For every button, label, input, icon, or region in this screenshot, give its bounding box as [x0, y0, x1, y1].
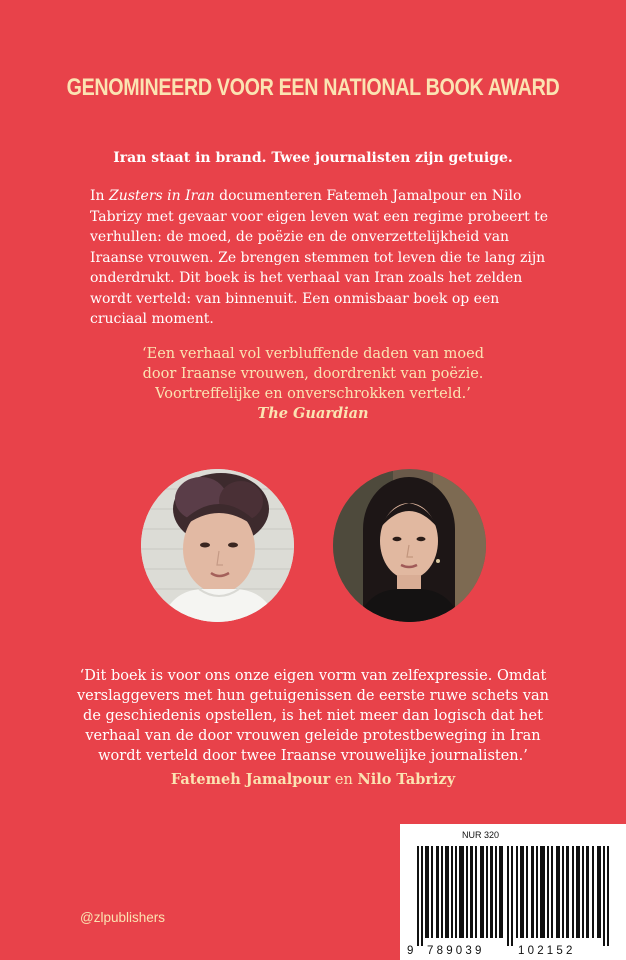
review-source: The Guardian	[257, 405, 369, 422]
blurb-text	[90, 186, 550, 330]
author-name-2: Nilo Tabrizy	[357, 771, 456, 788]
blurb-body: documenteren Fatemeh Jamalpour en Nilo Tabrizy met gevaar voor eigen leven wat een regime probeert te verhullen: de moed, de poëzie en de onverzettelijkheid van Iraanse vrouwen. Ze brengen stemmen tot leven die te lang zijn onderdrukt. Dit boek is het verhaal van Iran zoals het zelden wordt verteld: van binnenuit. Een onmisbaar boek op een cruciaal moment.	[90, 188, 549, 327]
author-quote-line: verslaggevers met hun getuigenissen de eerste ruwe schets van	[76, 688, 550, 704]
award-headline: GENOMINEERD VOOR EEN NATIONAL BOOK AWARD	[66, 74, 560, 101]
review-quote	[0, 344, 626, 424]
nur-code: NUR 320	[462, 830, 500, 840]
isbn-digits-right: 102152	[518, 945, 576, 957]
social-handle: @zlpublishers	[80, 910, 165, 925]
author-photo-fatemeh	[141, 469, 294, 622]
review-quote-line: door Iraanse vrouwen, doordrenkt van poëzie.	[142, 366, 484, 382]
author-quote-line: wordt verteld door twee Iraanse vrouwelijke journalisten.’	[98, 748, 528, 764]
author-photo-nilo	[333, 469, 486, 622]
author-quote-line: verhaal van de door vrouwen geleide protestbeweging in Iran	[85, 728, 541, 744]
author-credits	[0, 771, 626, 788]
barcode-bars	[417, 846, 613, 946]
isbn-digits-left: 789039	[427, 945, 485, 957]
blurb-prefix: In	[90, 188, 109, 204]
book-title: Zusters in Iran	[109, 188, 215, 204]
review-quote-line: Voortreffelijke en onverschrokken verteld.’	[155, 386, 471, 402]
isbn-digit-first: 9	[407, 945, 414, 957]
lead-sentence: Iran staat in brand. Twee journalisten zijn getuige.	[113, 150, 513, 166]
author-quote	[0, 666, 626, 766]
isbn-barcode	[400, 824, 626, 960]
author-name-1: Fatemeh Jamalpour	[170, 771, 331, 788]
review-quote-line: ‘Een verhaal vol verbluffende daden van moed	[142, 346, 484, 362]
author-connector: en	[330, 772, 358, 788]
author-quote-line: ‘Dit boek is voor ons onze eigen vorm van zelfexpressie. Omdat	[79, 668, 547, 684]
author-quote-line: de geschiedenis opstellen, is het niet meer dan logisch dat het	[83, 708, 543, 724]
